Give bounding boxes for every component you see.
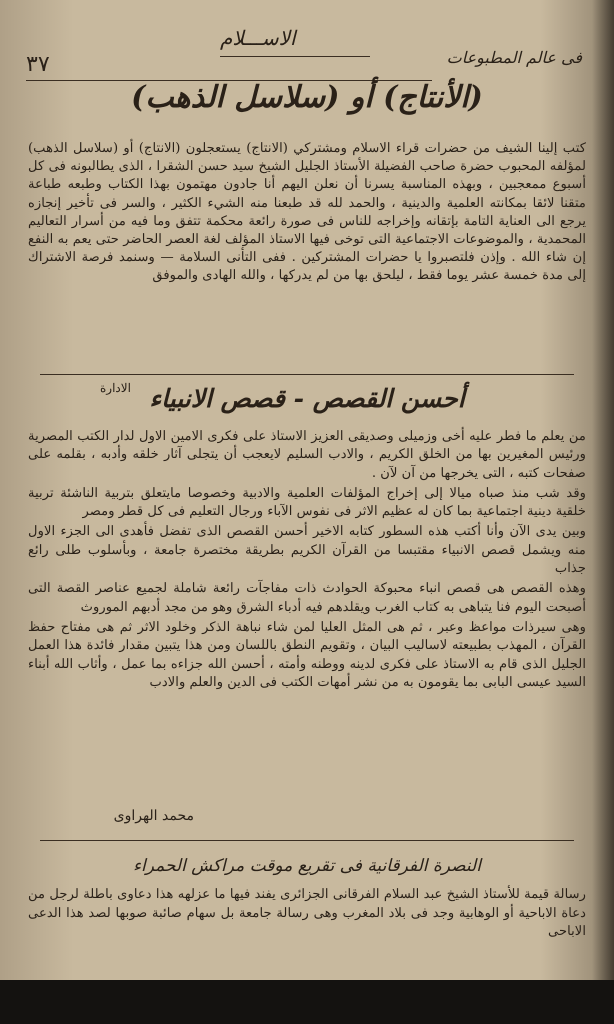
section-title: فى عالم المطبوعات	[446, 48, 582, 67]
article-3-paragraph: رسالة قيمة للأستاذ الشيخ عبد السلام الفرقانى الجزائرى يفند فيها ما عزلهه هذا دعاوى باطلة لرجل من دعاة الاباحية أو الوهابية وجد فى بلاد المغرب وهى رسالة جامعة بل سهام صائبة صوبها لصد هذا الدعى الاباحى	[28, 887, 586, 939]
article-1-body	[28, 140, 586, 288]
page-spine-shadow	[592, 0, 614, 980]
article-1-paragraph: كتب إلينا الشيف من حضرات قراء الاسلام ومشتركي (الانتاج) يستعجلون (الانتاج) أو (سلاسل الذهب) لمؤلفه المحبوب حضرة صاحب الفضيلة الأستاذ الجليل الشيخ سيد حسن الشقرا ، الذى يطالبونه فى كل أسبوع ممعجبين ، وبهذه المناسبة يسرنا أن نعلن اليهم أنا جادون مهتمون بهذا الكتاب وطبعه طباعة متقنا لائقا بمكانته العلمية والدينية ، والحمد لله قد طبعنا منه الشيء الكثير ، والسر فى تأخير إنجازه يرجع الى العناية التامة بإتقانه وإخراجه للناس فى صورة رائعة محكمة تتفق وما فيه من أسرار التعاليم المحمدية ، والموضوعات الاجتماعية التى توخى فيها الاستاذ المؤلف لغة العصر الحاضر حتى يعم به النفع إن شاء الله . وإذن فلتصبروا يا حضرات المشتركين . ففى التأنى السلامة — وسنمد فرصة الاشتراك إلى مدة خمسة عشر يوما فقط ، ليلحق بها من لم يدركها ، والله الهادى والموفق	[28, 141, 586, 284]
article-3-title: النصرة الفرقانية فى تقريع موقت مراكش الحمراء	[133, 856, 481, 876]
article-2-paragraph: من يعلم ما فطر عليه أخى وزميلى وصديقى العزيز الاستاذ على فكرى الامين الاول لدار الكتب المصرية ورئيس المغيرين بها من الخلق الكريم ، والادب السليم لايعجب أن يتجلى آثار خلقه وأدبه ، بقلمه على صفحات كتبه ، التى يخرجها من آن لآن .	[28, 429, 586, 481]
article-2-body	[28, 428, 586, 694]
journal-title-underline	[220, 56, 370, 57]
article-2-paragraph: وهى سيرذات مواعظ وعبر ، ثم هى المثل العليا لمن شاء نباهة الذكر وخلود الاثر ثم هى مفتاح حفظ القرآن ، المهذب بطبيعته لاساليب البيان ، وتقويم النطق باللسان ومن هذا يتبين مقدار فائدة هذا العمل الجليل الذى قام به الاستاذ على فكرى لدينه ووطنه وأمته ، أحسن الله جزاءه بما عمل ، وأثاب الله أبناء السيد عيسى البابى بما يقومون به من نشر أمهات الكتب فى الدين والعلم والادب	[28, 619, 586, 690]
article-2-signature: محمد الهراوى	[113, 808, 194, 824]
page-header	[20, 8, 592, 86]
article-2-paragraph: وهذه القصص هى قصص انباء محبوكة الحوادث ذات مفاجآت رائعة شاملة لجميع عناصر القصة التى أصبحت اليوم فنا يتباهى به كتاب الغرب ويقلدهم فيه أدباء الشرق وهو من مجد أدبهم الموروث	[28, 581, 586, 615]
section-divider	[40, 374, 574, 375]
article-1-signature: الادارة	[100, 381, 131, 395]
article-2-paragraph: وقد شب منذ صباه ميالا إلى إخراج المؤلفات العلمية والادبية وخصوصا مايتعلق بتربية الناشئة تربية خلقية دينية اجتماعية بما كان له عظيم الاثر فى نفوس الآباء ورجال التعليم فى كل قطر ومصر	[28, 485, 586, 520]
page-number: ٣٧	[26, 52, 50, 77]
journal-title: الاســـلام	[220, 26, 296, 50]
article-2-paragraph: وبين يدى الآن وأنا أكتب هذه السطور كتابه الاخير أحسن القصص الذى تفضل فأهدى الى الجزء الاول منه ويشمل قصص الانبياء مقتبسا من القرآن الكريم بطريقة مختصرة جامعة ، وبأسلوب طلى رائع جذاب	[28, 524, 586, 577]
article-2-title: أحسن القصص - قصص الانبياء	[149, 384, 465, 413]
section-divider	[40, 840, 574, 841]
article-1-title: (الأنتاج) أو (سلاسل الذهب)	[131, 80, 483, 115]
article-3-body	[28, 886, 586, 944]
